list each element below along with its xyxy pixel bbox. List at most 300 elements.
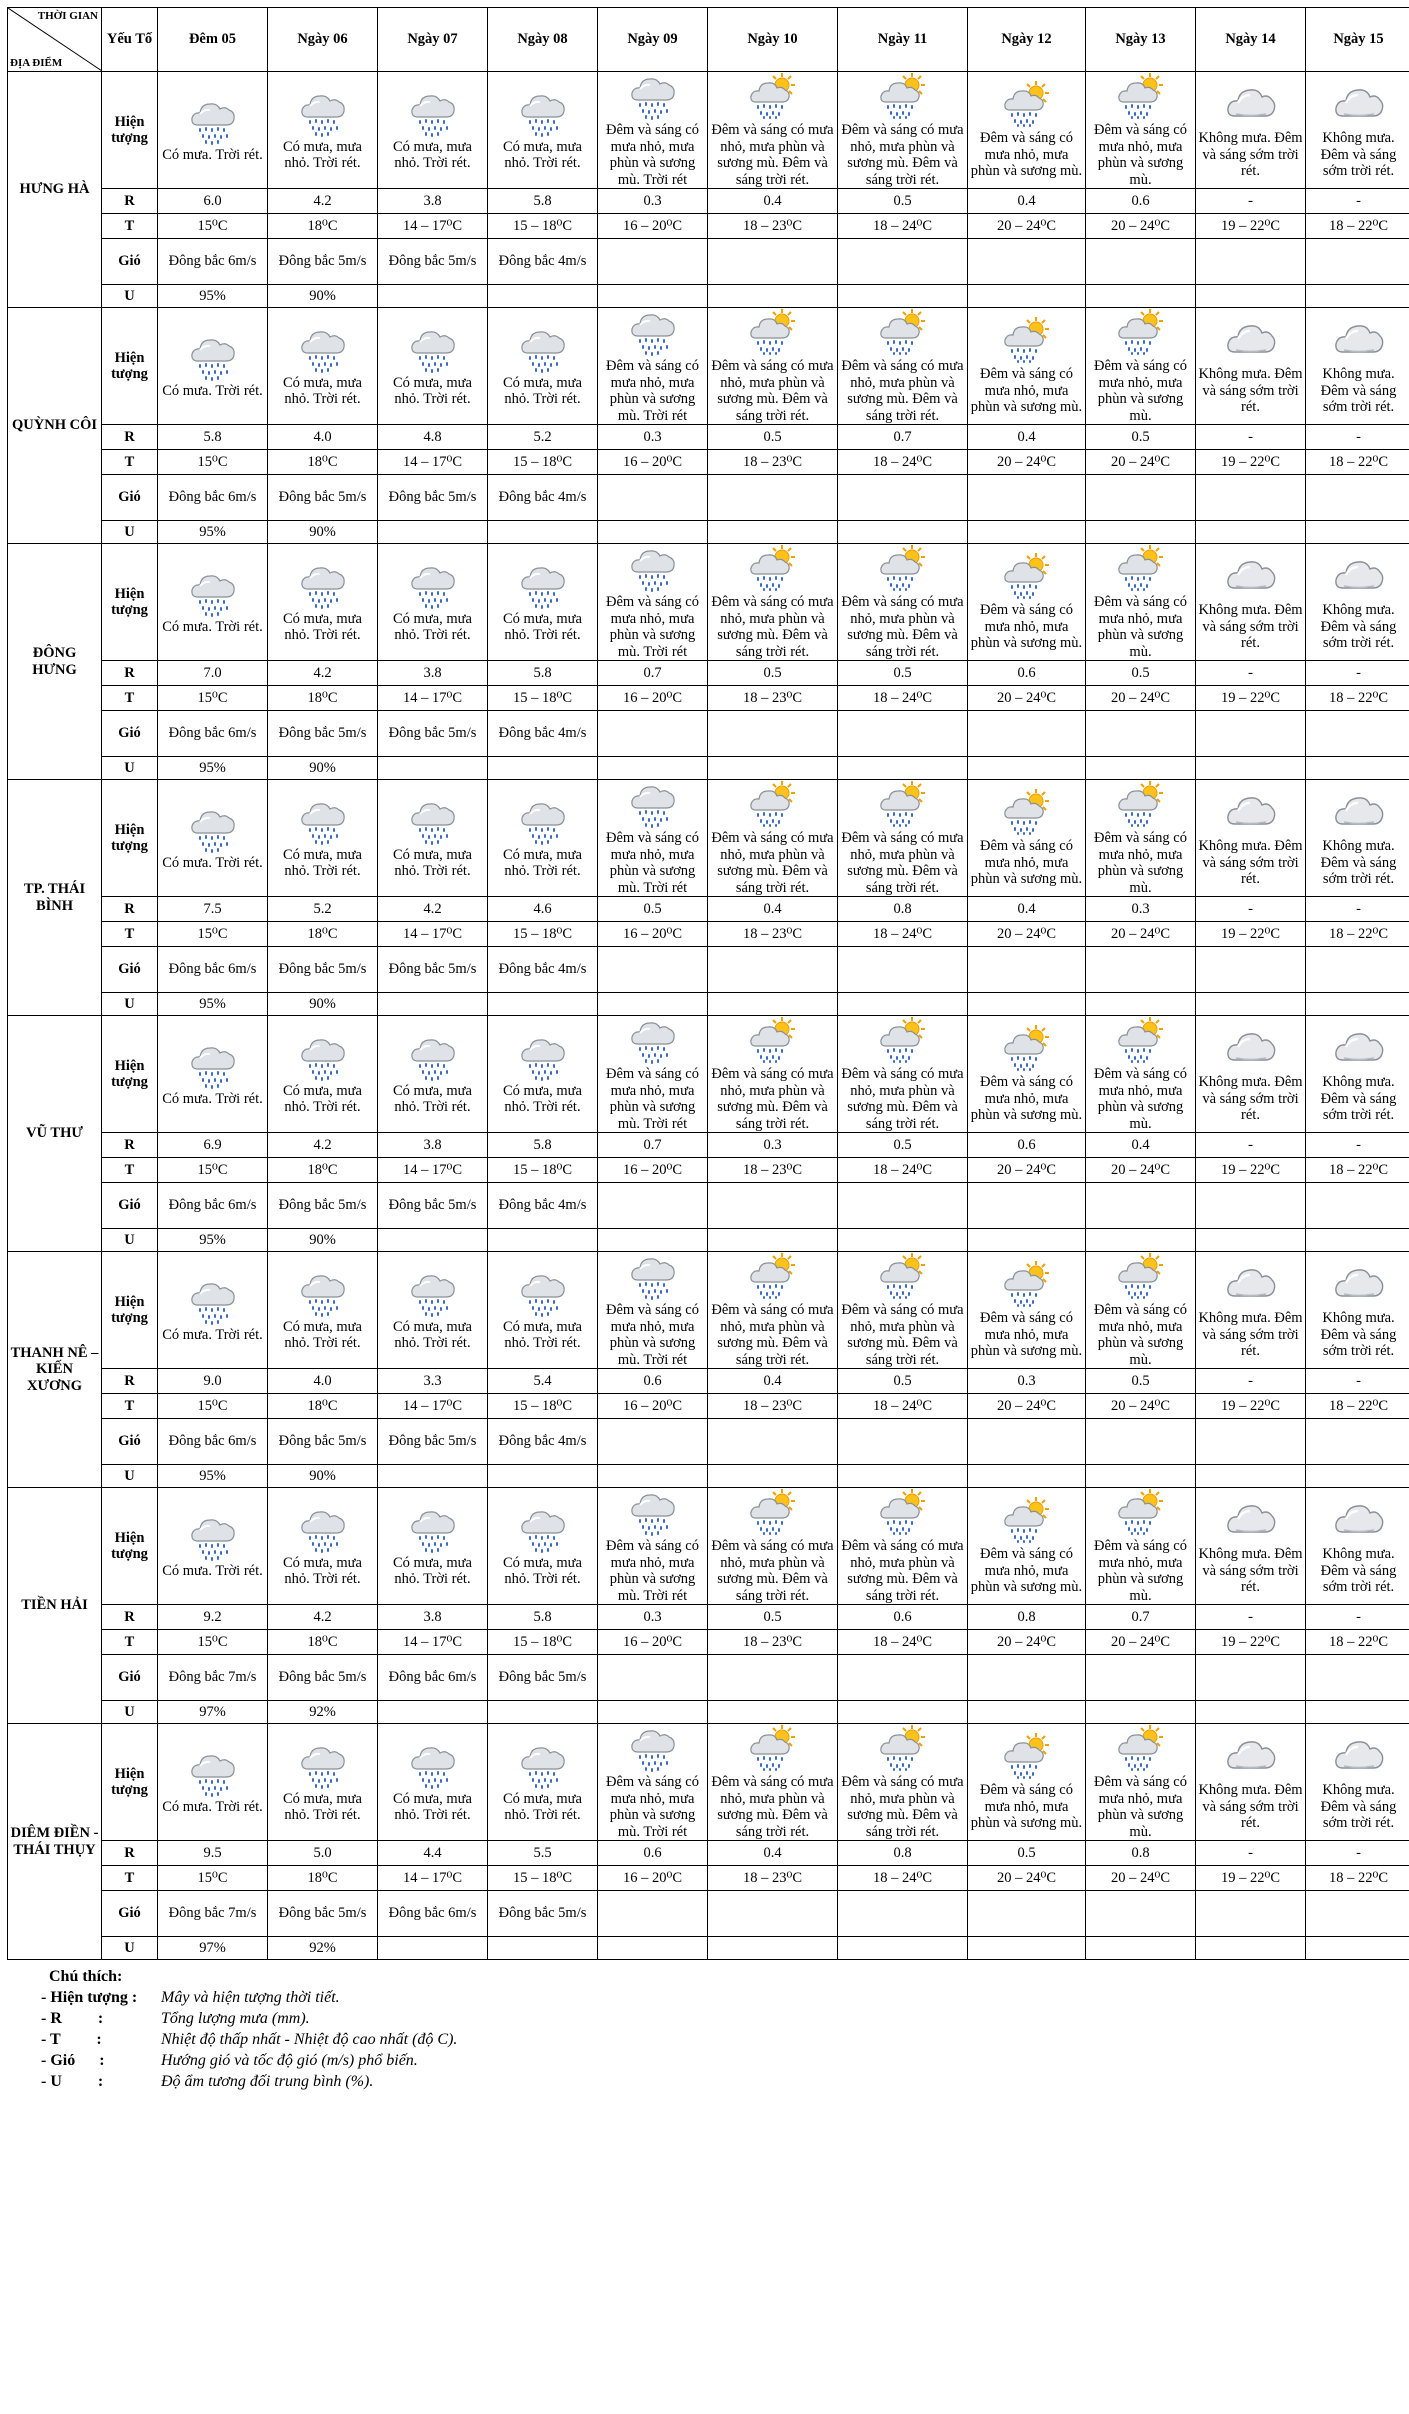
rain-cloud-icon xyxy=(188,333,238,381)
humidity-value xyxy=(1196,285,1306,308)
element-label-u: U xyxy=(102,1937,158,1960)
wind-value xyxy=(968,711,1086,757)
element-label-t: T xyxy=(102,1630,158,1655)
phenomenon-text: Có mưa. Trời rét. xyxy=(162,618,263,635)
rain-value: - xyxy=(1196,1841,1306,1866)
rain-value: 5.4 xyxy=(488,1369,598,1394)
humidity-value xyxy=(378,285,488,308)
rain-value: - xyxy=(1306,1133,1409,1158)
sun-rain-cloud-icon xyxy=(878,1488,928,1536)
rain-cloud-icon xyxy=(298,89,348,137)
humidity-value xyxy=(488,1229,598,1252)
humidity-value xyxy=(968,1465,1086,1488)
wind-value: Đông bắc 7m/s xyxy=(158,1891,268,1937)
phenomenon-cell xyxy=(708,72,838,189)
humidity-value xyxy=(1196,993,1306,1016)
phenomenon-cell xyxy=(838,1724,968,1841)
phenomenon-cell xyxy=(598,780,708,897)
phenomenon-text: Có mưa, mưa nhỏ. Trời rét. xyxy=(283,610,362,643)
phenomenon-text: Đêm và sáng có mưa nhỏ, mưa phùn và sương mù. xyxy=(1093,1774,1187,1840)
rain-value: 0.4 xyxy=(968,425,1086,450)
sun-rain-cloud-icon xyxy=(878,1252,928,1300)
wind-value xyxy=(708,1655,838,1701)
humidity-row xyxy=(8,993,1409,1016)
temperature-value: 20 – 24⁰C xyxy=(968,1158,1086,1183)
cloud-icon xyxy=(1334,1496,1384,1544)
cloud-icon xyxy=(1226,552,1276,600)
element-label-r: R xyxy=(102,661,158,686)
phenomenon-cell xyxy=(708,1724,838,1841)
wind-value xyxy=(598,1655,708,1701)
rain-value: 0.5 xyxy=(708,661,838,686)
temperature-value: 20 – 24⁰C xyxy=(1086,1866,1196,1891)
rain-value: 0.5 xyxy=(838,1133,968,1158)
element-label-r: R xyxy=(102,1605,158,1630)
humidity-value: 95% xyxy=(158,1229,268,1252)
wind-value: Đông bắc 6m/s xyxy=(158,475,268,521)
element-label-t: T xyxy=(102,214,158,239)
header-row xyxy=(8,8,1409,72)
cloud-icon xyxy=(1334,80,1384,128)
humidity-value xyxy=(968,285,1086,308)
phenomenon-text: Không mưa. Đêm và sáng sớm trời rét. xyxy=(1320,1546,1397,1596)
rain-cloud-icon xyxy=(408,1033,458,1081)
phenomenon-text: Đêm và sáng có mưa nhỏ, mưa phùn và sương mù. xyxy=(1093,122,1187,188)
phenomenon-text: Đêm và sáng có mưa nhỏ, mưa phùn và sương mù. xyxy=(1093,1302,1187,1368)
cloud-icon xyxy=(1334,1732,1384,1780)
wind-value: Đông bắc 6m/s xyxy=(158,711,268,757)
rain-value: - xyxy=(1196,1369,1306,1394)
rain-cloud-icon xyxy=(518,1269,568,1317)
legend-notes xyxy=(7,1960,1401,2092)
rain-value: 7.0 xyxy=(158,661,268,686)
humidity-row xyxy=(8,521,1409,544)
phenomenon-cell xyxy=(378,1016,488,1133)
phenomenon-text: Có mưa, mưa nhỏ. Trời rét. xyxy=(393,1318,472,1351)
phenomenon-cell xyxy=(1196,1252,1306,1369)
element-label-u: U xyxy=(102,521,158,544)
wind-value: Đông bắc 7m/s xyxy=(158,1655,268,1701)
humidity-value xyxy=(968,757,1086,780)
note-line xyxy=(41,1987,1401,2008)
phenomenon-text: Đêm và sáng có mưa nhỏ, mưa phùn và sương mù. xyxy=(1093,594,1187,660)
phenomenon-cell xyxy=(968,1252,1086,1369)
phenomenon-text: Không mưa. Đêm và sáng sớm trời rét. xyxy=(1320,130,1397,180)
rain-cloud-icon xyxy=(628,1724,678,1772)
rain-value: - xyxy=(1196,1605,1306,1630)
rain-value: 0.8 xyxy=(968,1605,1086,1630)
element-label-gio: Gió xyxy=(102,947,158,993)
humidity-value xyxy=(838,1701,968,1724)
temperature-value: 16 – 20⁰C xyxy=(598,1866,708,1891)
phenomenon-cell xyxy=(1196,1488,1306,1605)
temperature-value: 16 – 20⁰C xyxy=(598,1158,708,1183)
phenomenon-cell xyxy=(968,1016,1086,1133)
wind-value xyxy=(838,1655,968,1701)
phenomenon-row xyxy=(8,544,1409,661)
wind-value xyxy=(1196,1419,1306,1465)
wind-value: Đông bắc 5m/s xyxy=(378,1419,488,1465)
wind-value xyxy=(1196,947,1306,993)
phenomenon-text: Đêm và sáng có mưa nhỏ, mưa phùn và sương mù. Đêm và sáng trời rét. xyxy=(711,1066,834,1132)
humidity-value: 95% xyxy=(158,993,268,1016)
humidity-value xyxy=(1086,1229,1196,1252)
phenomenon-text: Đêm và sáng có mưa nhỏ, mưa phùn và sương mù. Trời rét xyxy=(605,358,699,424)
humidity-value xyxy=(488,285,598,308)
phenomenon-cell xyxy=(158,780,268,897)
cloud-icon xyxy=(1226,1732,1276,1780)
temperature-value: 15 – 18⁰C xyxy=(488,1158,598,1183)
humidity-value xyxy=(838,1937,968,1960)
rain-value: 0.5 xyxy=(838,661,968,686)
phenomenon-cell xyxy=(838,780,968,897)
wind-row xyxy=(8,1655,1409,1701)
temperature-value: 18⁰C xyxy=(268,214,378,239)
phenomenon-text: Đêm và sáng có mưa nhỏ, mưa phùn và sương mù. Đêm và sáng trời rét. xyxy=(711,594,834,660)
humidity-value: 95% xyxy=(158,757,268,780)
temperature-value: 15 – 18⁰C xyxy=(488,214,598,239)
temperature-value: 20 – 24⁰C xyxy=(1086,450,1196,475)
element-label-r: R xyxy=(102,897,158,922)
rain-cloud-icon xyxy=(408,325,458,373)
temperature-row xyxy=(8,1394,1409,1419)
phenomenon-cell xyxy=(598,72,708,189)
rain-cloud-icon xyxy=(518,561,568,609)
wind-value xyxy=(708,947,838,993)
temperature-value: 18⁰C xyxy=(268,1866,378,1891)
rain-cloud-icon xyxy=(408,561,458,609)
humidity-row xyxy=(8,1937,1409,1960)
element-label-u: U xyxy=(102,285,158,308)
temperature-value: 15⁰C xyxy=(158,1158,268,1183)
forecast-table xyxy=(7,7,1409,1960)
element-label-t: T xyxy=(102,450,158,475)
rain-value: 0.4 xyxy=(968,189,1086,214)
sun-rain-cloud-icon xyxy=(878,72,928,120)
phenomenon-cell xyxy=(378,308,488,425)
day-header: Ngày 14 xyxy=(1196,8,1306,72)
temperature-value: 20 – 24⁰C xyxy=(1086,1158,1196,1183)
rain-value: 4.2 xyxy=(378,897,488,922)
location-label: ĐỊA ĐIỂM xyxy=(10,57,63,69)
wind-value xyxy=(1306,1891,1409,1937)
sun-rain-cloud-icon xyxy=(748,544,798,592)
element-label-t: T xyxy=(102,686,158,711)
wind-value xyxy=(1196,475,1306,521)
wind-value: Đông bắc 4m/s xyxy=(488,711,598,757)
day-header: Đêm 05 xyxy=(158,8,268,72)
phenomenon-cell xyxy=(268,72,378,189)
sun-rain-cloud-icon xyxy=(878,1724,928,1772)
phenomenon-cell xyxy=(1196,1016,1306,1133)
humidity-row xyxy=(8,757,1409,780)
rain-value: 0.8 xyxy=(838,897,968,922)
humidity-value: 90% xyxy=(268,285,378,308)
phenomenon-cell xyxy=(158,1488,268,1605)
sun-rain-cloud-icon xyxy=(1116,1252,1166,1300)
element-label-t: T xyxy=(102,922,158,947)
rain-cloud-icon xyxy=(518,1741,568,1789)
phenomenon-text: Đêm và sáng có mưa nhỏ, mưa phùn và sương mù. Đêm và sáng trời rét. xyxy=(711,1302,834,1368)
rain-value: 0.5 xyxy=(1086,425,1196,450)
temperature-value: 18 – 23⁰C xyxy=(708,450,838,475)
phenomenon-text: Có mưa, mưa nhỏ. Trời rét. xyxy=(283,846,362,879)
rain-value: 9.0 xyxy=(158,1369,268,1394)
temperature-value: 20 – 24⁰C xyxy=(968,922,1086,947)
humidity-row xyxy=(8,1701,1409,1724)
phenomenon-text: Có mưa, mưa nhỏ. Trời rét. xyxy=(283,1790,362,1823)
location-tien-hai: TIỀN HẢI xyxy=(8,1488,102,1724)
phenomenon-text: Đêm và sáng có mưa nhỏ, mưa phùn và sương mù. xyxy=(970,130,1083,180)
wind-value xyxy=(1306,1183,1409,1229)
phenomenon-text: Đêm và sáng có mưa nhỏ, mưa phùn và sương mù. Đêm và sáng trời rét. xyxy=(841,358,964,424)
sun-rain-cloud-icon xyxy=(1116,1488,1166,1536)
element-label-gio: Gió xyxy=(102,1183,158,1229)
wind-value xyxy=(1086,239,1196,285)
temperature-row xyxy=(8,1158,1409,1183)
temperature-value: 18 – 23⁰C xyxy=(708,1630,838,1655)
wind-value xyxy=(1306,1419,1409,1465)
location-hung-ha: HƯNG HÀ xyxy=(8,72,102,308)
temperature-value: 15 – 18⁰C xyxy=(488,1394,598,1419)
humidity-value xyxy=(1086,1937,1196,1960)
phenomenon-cell xyxy=(1086,72,1196,189)
wind-value: Đông bắc 5m/s xyxy=(378,475,488,521)
phenomenon-cell xyxy=(1196,72,1306,189)
rain-value: 0.5 xyxy=(838,1369,968,1394)
phenomenon-cell xyxy=(268,544,378,661)
phenomenon-cell xyxy=(378,1724,488,1841)
temperature-value: 20 – 24⁰C xyxy=(968,686,1086,711)
wind-value: Đông bắc 5m/s xyxy=(378,239,488,285)
humidity-value xyxy=(598,757,708,780)
phenomenon-text: Đêm và sáng có mưa nhỏ, mưa phùn và sương mù. Đêm và sáng trời rét. xyxy=(711,1774,834,1840)
humidity-value xyxy=(378,1465,488,1488)
humidity-value: 90% xyxy=(268,993,378,1016)
wind-value xyxy=(708,475,838,521)
element-label-hien-tuong: Hiện tượng xyxy=(102,544,158,661)
wind-value xyxy=(1086,947,1196,993)
phenomenon-cell xyxy=(1306,1252,1409,1369)
sun-rain-cloud-icon xyxy=(878,1016,928,1064)
phenomenon-text: Không mưa. Đêm và sáng sớm trời rét. xyxy=(1198,602,1303,652)
wind-value: Đông bắc 4m/s xyxy=(488,947,598,993)
cloud-icon xyxy=(1334,1260,1384,1308)
temperature-value: 18 – 24⁰C xyxy=(838,1866,968,1891)
wind-value xyxy=(598,1183,708,1229)
humidity-value: 90% xyxy=(268,1229,378,1252)
rain-value: - xyxy=(1306,1841,1409,1866)
phenomenon-cell xyxy=(268,308,378,425)
humidity-value xyxy=(378,1229,488,1252)
rain-value: 7.5 xyxy=(158,897,268,922)
rain-cloud-icon xyxy=(188,1041,238,1089)
phenomenon-text: Có mưa, mưa nhỏ. Trời rét. xyxy=(503,846,582,879)
phenomenon-cell xyxy=(598,1488,708,1605)
note-value: Nhiệt độ thấp nhất - Nhiệt độ cao nhất (độ C). xyxy=(161,2031,458,2048)
humidity-value xyxy=(1306,521,1409,544)
rain-cloud-icon xyxy=(408,1269,458,1317)
wind-value xyxy=(968,947,1086,993)
humidity-value xyxy=(968,521,1086,544)
humidity-value xyxy=(488,521,598,544)
day-header: Ngày 11 xyxy=(838,8,968,72)
rain-value: 0.5 xyxy=(838,189,968,214)
location-quynh-coi: QUỲNH CÔI xyxy=(8,308,102,544)
rain-cloud-icon xyxy=(628,72,678,120)
rain-value: 0.4 xyxy=(708,1369,838,1394)
rain-value: 0.3 xyxy=(598,189,708,214)
humidity-value xyxy=(1306,1229,1409,1252)
phenomenon-cell xyxy=(598,544,708,661)
phenomenon-text: Đêm và sáng có mưa nhỏ, mưa phùn và sương mù. xyxy=(1093,830,1187,896)
element-label-hien-tuong: Hiện tượng xyxy=(102,1016,158,1133)
phenomenon-cell xyxy=(1306,1016,1409,1133)
location-diem-dien-thai-thuy: DIÊM ĐIỀN - THÁI THỤY xyxy=(8,1724,102,1960)
humidity-value xyxy=(708,757,838,780)
element-label-t: T xyxy=(102,1394,158,1419)
humidity-value: 95% xyxy=(158,1465,268,1488)
phenomenon-cell xyxy=(378,1488,488,1605)
wind-value xyxy=(1306,711,1409,757)
rain-value: 4.8 xyxy=(378,425,488,450)
sun-rain-cloud-icon xyxy=(1116,780,1166,828)
phenomenon-text: Đêm và sáng có mưa nhỏ, mưa phùn và sương mù. xyxy=(1093,1066,1187,1132)
humidity-value xyxy=(708,1465,838,1488)
phenomenon-cell xyxy=(158,1016,268,1133)
rain-cloud-icon xyxy=(298,561,348,609)
sun-rain-cloud-icon xyxy=(878,780,928,828)
rain-value: 9.2 xyxy=(158,1605,268,1630)
element-label-r: R xyxy=(102,1841,158,1866)
rain-value: 5.8 xyxy=(158,425,268,450)
phenomenon-text: Không mưa. Đêm và sáng sớm trời rét. xyxy=(1320,366,1397,416)
phenomenon-cell xyxy=(968,1724,1086,1841)
rain-value: - xyxy=(1196,1133,1306,1158)
temperature-value: 18 – 24⁰C xyxy=(838,1630,968,1655)
phenomenon-cell xyxy=(968,544,1086,661)
sun-rain-cloud-icon xyxy=(1002,1496,1052,1544)
rain-value: 0.4 xyxy=(1086,1133,1196,1158)
wind-value: Đông bắc 6m/s xyxy=(378,1655,488,1701)
humidity-value xyxy=(968,993,1086,1016)
note-key: - Gió : xyxy=(41,2052,105,2069)
temperature-row xyxy=(8,1630,1409,1655)
wind-row xyxy=(8,1183,1409,1229)
element-label-gio: Gió xyxy=(102,1655,158,1701)
temperature-value: 14 – 17⁰C xyxy=(378,450,488,475)
temperature-value: 18 – 22⁰C xyxy=(1306,214,1409,239)
wind-value xyxy=(708,239,838,285)
phenomenon-cell xyxy=(1086,1252,1196,1369)
temperature-value: 15⁰C xyxy=(158,1630,268,1655)
phenomenon-text: Có mưa, mưa nhỏ. Trời rét. xyxy=(283,138,362,171)
temperature-value: 18 – 24⁰C xyxy=(838,922,968,947)
phenomenon-text: Có mưa, mưa nhỏ. Trời rét. xyxy=(503,1790,582,1823)
phenomenon-text: Đêm và sáng có mưa nhỏ, mưa phùn và sương mù. xyxy=(970,838,1083,888)
rain-cloud-icon xyxy=(298,797,348,845)
phenomenon-text: Có mưa, mưa nhỏ. Trời rét. xyxy=(283,1554,362,1587)
rain-row xyxy=(8,1605,1409,1630)
humidity-value xyxy=(838,521,968,544)
temperature-value: 18 – 22⁰C xyxy=(1306,1158,1409,1183)
phenomenon-cell xyxy=(268,1488,378,1605)
phenomenon-text: Đêm và sáng có mưa nhỏ, mưa phùn và sương mù. Đêm và sáng trời rét. xyxy=(841,1774,964,1840)
wind-value: Đông bắc 6m/s xyxy=(158,1183,268,1229)
phenomenon-text: Đêm và sáng có mưa nhỏ, mưa phùn và sương mù. Đêm và sáng trời rét. xyxy=(841,594,964,660)
wind-value xyxy=(1196,711,1306,757)
temperature-value: 18 – 23⁰C xyxy=(708,1158,838,1183)
wind-row xyxy=(8,1891,1409,1937)
wind-value xyxy=(1306,1655,1409,1701)
phenomenon-text: Có mưa, mưa nhỏ. Trời rét. xyxy=(503,1082,582,1115)
phenomenon-cell xyxy=(1306,72,1409,189)
wind-value: Đông bắc 6m/s xyxy=(378,1891,488,1937)
day-header: Ngày 09 xyxy=(598,8,708,72)
temperature-value: 20 – 24⁰C xyxy=(968,1630,1086,1655)
rain-value: - xyxy=(1306,661,1409,686)
rain-cloud-icon xyxy=(518,1033,568,1081)
wind-value: Đông bắc 6m/s xyxy=(158,947,268,993)
sun-rain-cloud-icon xyxy=(1116,544,1166,592)
day-header: Ngày 12 xyxy=(968,8,1086,72)
rain-cloud-icon xyxy=(628,544,678,592)
humidity-value xyxy=(598,1229,708,1252)
note-key: - T : xyxy=(41,2031,102,2048)
humidity-value xyxy=(378,1701,488,1724)
cloud-icon xyxy=(1334,788,1384,836)
wind-value: Đông bắc 5m/s xyxy=(268,1419,378,1465)
humidity-value xyxy=(598,521,708,544)
humidity-value: 95% xyxy=(158,521,268,544)
humidity-value xyxy=(378,1937,488,1960)
temperature-value: 15⁰C xyxy=(158,1866,268,1891)
wind-value xyxy=(708,711,838,757)
rain-value: 5.0 xyxy=(268,1841,378,1866)
sun-rain-cloud-icon xyxy=(1002,316,1052,364)
rain-value: 4.2 xyxy=(268,1605,378,1630)
humidity-value: 92% xyxy=(268,1937,378,1960)
rain-value: 0.4 xyxy=(708,189,838,214)
wind-value: Đông bắc 5m/s xyxy=(268,1655,378,1701)
phenomenon-text: Không mưa. Đêm và sáng sớm trời rét. xyxy=(1198,366,1303,416)
rain-value: 3.3 xyxy=(378,1369,488,1394)
rain-cloud-icon xyxy=(628,780,678,828)
humidity-row xyxy=(8,1229,1409,1252)
phenomenon-text: Không mưa. Đêm và sáng sớm trời rét. xyxy=(1320,838,1397,888)
note-line xyxy=(41,2008,1401,2029)
wind-value xyxy=(838,1183,968,1229)
phenomenon-row xyxy=(8,1252,1409,1369)
phenomenon-cell xyxy=(378,72,488,189)
rain-value: 0.4 xyxy=(708,1841,838,1866)
humidity-value xyxy=(838,993,968,1016)
phenomenon-row xyxy=(8,1724,1409,1841)
humidity-value xyxy=(1086,1701,1196,1724)
phenomenon-cell xyxy=(488,1724,598,1841)
phenomenon-cell xyxy=(1196,544,1306,661)
phenomenon-cell xyxy=(158,1252,268,1369)
phenomenon-cell xyxy=(1086,1488,1196,1605)
phenomenon-text: Có mưa. Trời rét. xyxy=(162,382,263,399)
temperature-value: 14 – 17⁰C xyxy=(378,686,488,711)
rain-cloud-icon xyxy=(298,1269,348,1317)
rain-value: - xyxy=(1196,189,1306,214)
phenomenon-text: Đêm và sáng có mưa nhỏ, mưa phùn và sương mù. xyxy=(970,1782,1083,1832)
temperature-value: 14 – 17⁰C xyxy=(378,1158,488,1183)
temperature-value: 18⁰C xyxy=(268,686,378,711)
note-line xyxy=(41,2050,1401,2071)
